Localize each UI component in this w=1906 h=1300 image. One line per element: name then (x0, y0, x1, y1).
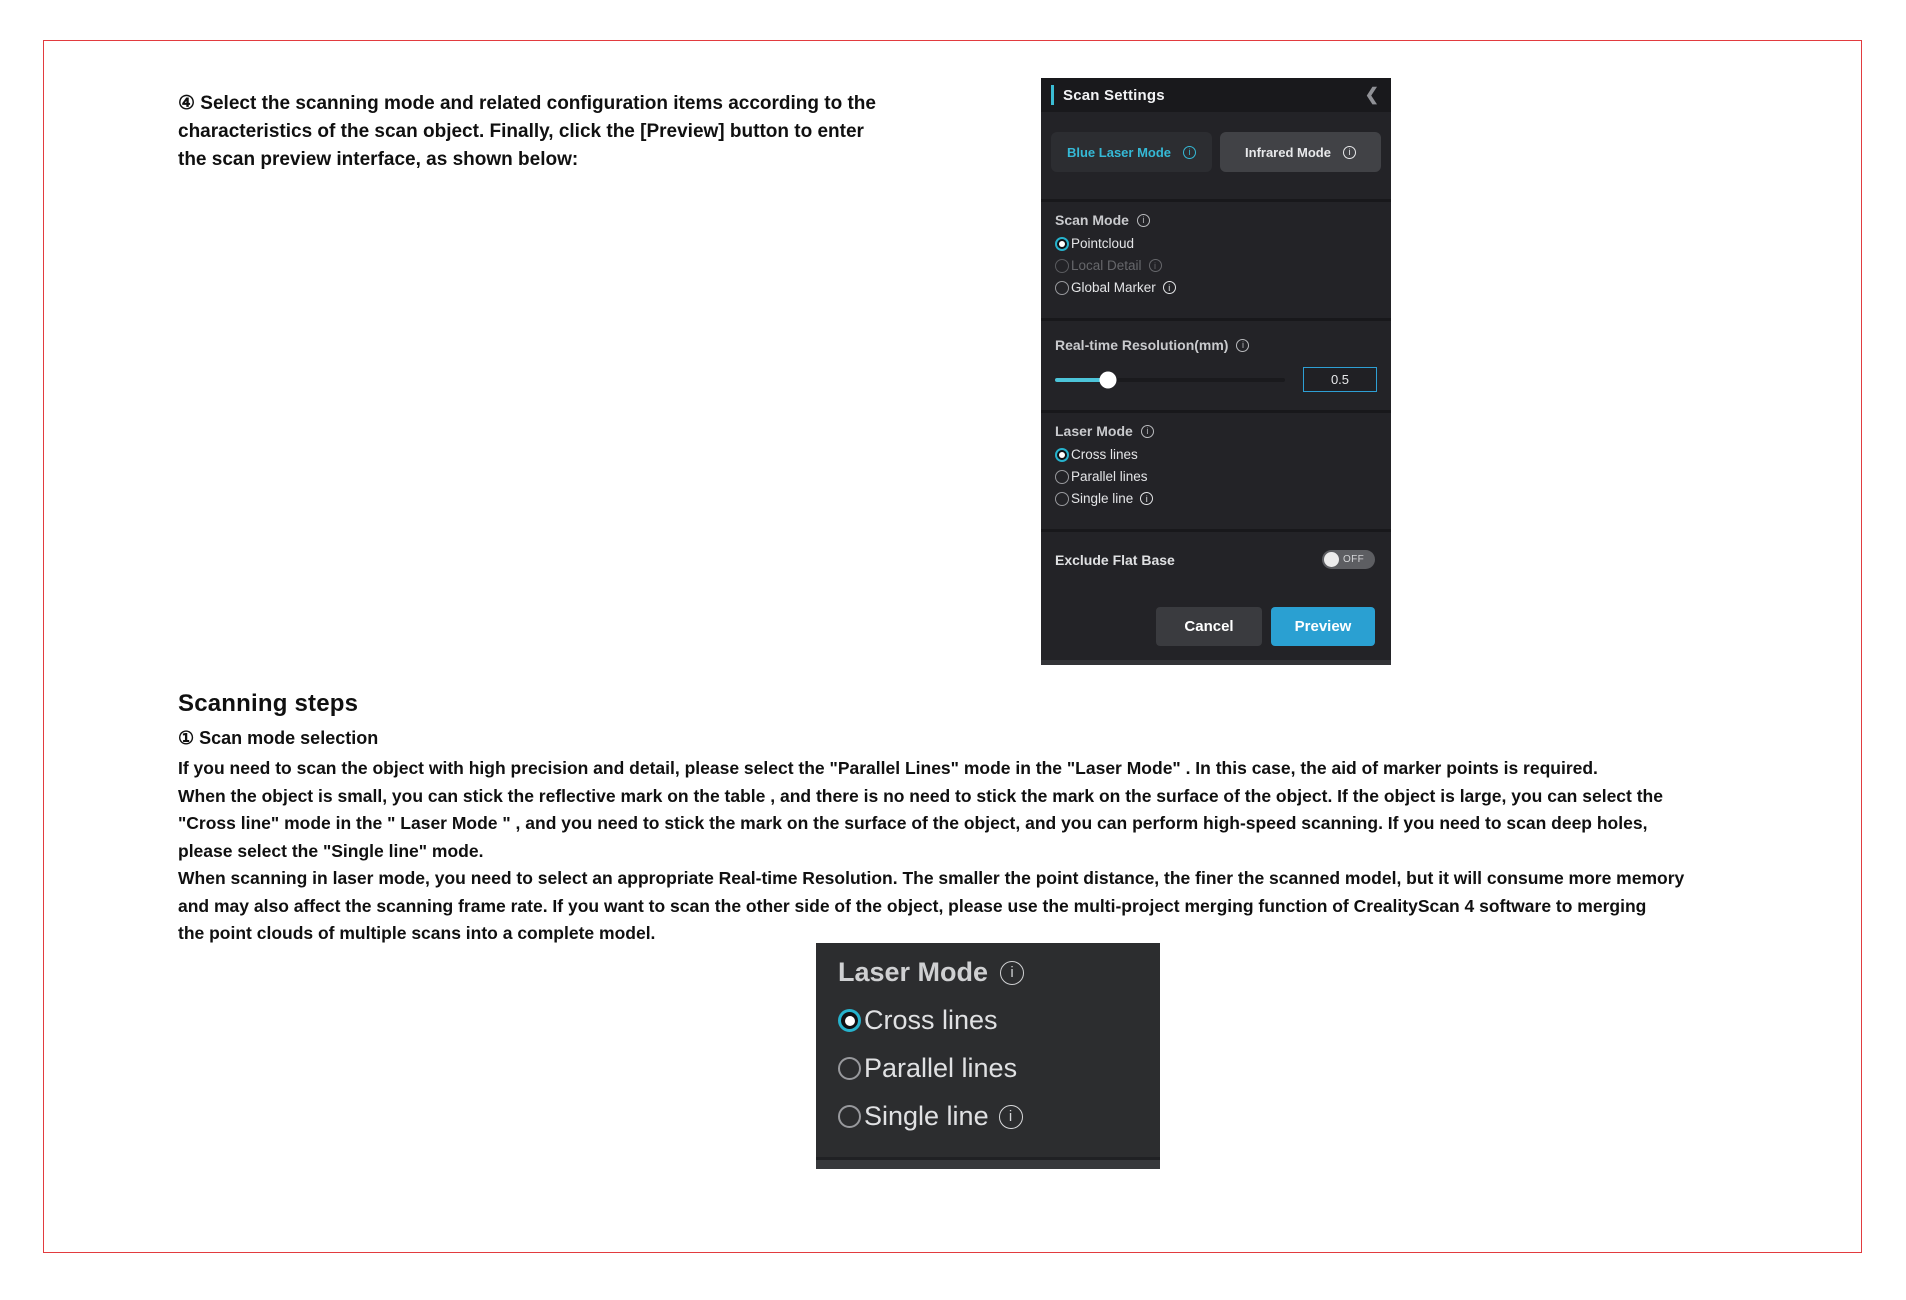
radio-label: Parallel lines (864, 1053, 1018, 1083)
panel-buttons (1041, 569, 1391, 660)
intro-line: ④ Select the scanning mode and related configuration items according to the (178, 93, 876, 114)
resolution-slider[interactable] (1055, 378, 1285, 382)
radio-selected-icon (1055, 237, 1069, 251)
body-line: When scanning in laser mode, you need to select an appropriate Real-time Resolution. The smaller the point distance, the finer the scanned model, but it will consume more memory (178, 868, 1685, 888)
body-line: and may also affect the scanning frame rate. If you want to scan the other side of the object, please use the multi-project merging function of CrealityScan 4 software to merging (178, 895, 1647, 916)
scan-mode-selection-subheading: ① Scan mode selection (178, 728, 379, 748)
radio-option-parallel-lines[interactable] (1055, 469, 1377, 484)
toggle-state-label: OFF (1343, 554, 1365, 565)
radio-icon (1055, 259, 1069, 273)
radio-option-global-marker[interactable] (1055, 280, 1377, 295)
scan-mode-section (1041, 202, 1391, 318)
radio-option-cross-lines[interactable] (1055, 447, 1377, 462)
scanning-steps-heading: Scanning steps (178, 690, 359, 717)
zoom-panel-bottom-strip (816, 1157, 1160, 1169)
tab-label: Infrared Mode (1245, 144, 1331, 160)
scanning-steps (178, 690, 1684, 948)
laser-mode-zoom-panel (816, 943, 1160, 1169)
slider-thumb[interactable] (1099, 371, 1116, 388)
radio-selected-icon (1055, 448, 1069, 462)
radio-option-pointcloud[interactable] (1055, 236, 1377, 251)
radio-icon (838, 1105, 861, 1128)
radio-icon (838, 1057, 861, 1080)
section-label-text: Laser Mode (1055, 423, 1133, 439)
body-line: When the object is small, you can stick the reflective mark on the table , and there is no need to stick the mark on the surface of the object. If the object is large, you can select the (178, 785, 1663, 806)
radio-label: Single line (864, 1101, 989, 1131)
tab-infrared-mode[interactable] (1220, 132, 1381, 172)
radio-label: Cross lines (864, 1005, 998, 1035)
mode-tabs (1041, 112, 1391, 199)
cancel-button[interactable]: Cancel (1156, 607, 1262, 646)
section-label-text: Laser Mode (838, 957, 989, 987)
info-icon: i (999, 1105, 1023, 1129)
scan-settings-panel (1041, 78, 1391, 665)
info-icon[interactable]: i (1141, 425, 1154, 438)
radio-option-single-line (838, 1101, 1160, 1132)
body-line: "Cross line" mode in the " Laser Mode " , and you need to stick the mark on the surface of the object, and you can perform high-speed scanning. If you need to scan deep holes, (178, 813, 1648, 833)
body-line: If you need to scan the object with high precision and detail, please select the "Parallel Lines" mode in the "Laser Mode" . In this case, the aid of marker points is required. (178, 758, 1598, 778)
resolution-value-input[interactable]: 0.5 (1303, 367, 1377, 392)
collapse-chevron-icon[interactable]: ❮ (1364, 85, 1379, 104)
radio-option-single-line[interactable] (1055, 491, 1377, 506)
body-line: the point clouds of multiple scans into a complete model. (178, 923, 656, 943)
resolution-label (1055, 337, 1377, 353)
exclude-flat-base-row (1041, 532, 1391, 569)
laser-mode-label (1055, 423, 1377, 439)
preview-button[interactable]: Preview (1271, 607, 1375, 646)
radio-label: Global Marker (1071, 280, 1156, 295)
info-icon[interactable]: i (1149, 259, 1162, 272)
radio-icon (1055, 281, 1069, 295)
scan-mode-label (1055, 212, 1377, 228)
info-icon[interactable]: i (1140, 492, 1153, 505)
laser-mode-section (1041, 413, 1391, 529)
radio-option-parallel-lines (838, 1053, 1160, 1084)
resolution-section (1041, 321, 1391, 410)
radio-option-cross-lines (838, 1005, 1160, 1036)
radio-icon (1055, 492, 1069, 506)
toggle-knob (1324, 552, 1339, 567)
radio-label: Cross lines (1071, 447, 1138, 462)
tab-blue-laser-mode[interactable] (1051, 132, 1212, 172)
radio-selected-icon (838, 1009, 861, 1032)
radio-label: Single line (1071, 491, 1134, 506)
info-icon: i (1000, 961, 1024, 985)
laser-mode-zoom-label (838, 957, 1160, 988)
intro-line: the scan preview interface, as shown below: (178, 149, 579, 170)
exclude-flat-base-label: Exclude Flat Base (1055, 551, 1175, 568)
accent-bar (1051, 85, 1054, 105)
info-icon[interactable]: i (1137, 214, 1150, 227)
panel-title: Scan Settings (1063, 86, 1165, 104)
radio-label: Local Detail (1071, 258, 1142, 273)
resolution-slider-row (1055, 367, 1377, 392)
scanning-steps-body (178, 755, 1684, 948)
info-icon[interactable]: i (1163, 281, 1176, 294)
info-icon[interactable]: i (1183, 146, 1196, 159)
info-icon[interactable]: i (1236, 339, 1249, 352)
section-label-text: Real-time Resolution(mm) (1055, 337, 1229, 353)
tab-label: Blue Laser Mode (1066, 144, 1172, 160)
body-line: please select the "Single line" mode. (178, 840, 484, 861)
radio-option-local-detail[interactable] (1055, 258, 1377, 273)
exclude-flat-base-toggle[interactable] (1322, 550, 1375, 569)
panel-bottom-strip (1041, 660, 1391, 665)
intro-paragraph (178, 90, 876, 174)
radio-icon (1055, 470, 1069, 484)
panel-header (1041, 78, 1391, 112)
radio-label: Pointcloud (1071, 236, 1135, 251)
section-label-text: Scan Mode (1055, 212, 1129, 228)
radio-label: Parallel lines (1071, 469, 1148, 484)
intro-line: characteristics of the scan object. Finally, click the [Preview] button to enter (178, 121, 864, 142)
info-icon[interactable]: i (1343, 146, 1356, 159)
